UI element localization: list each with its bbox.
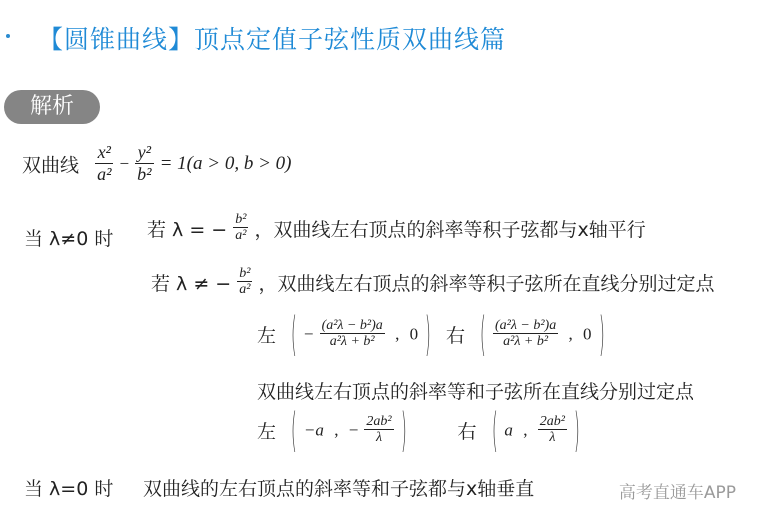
left-y-zero: 0 <box>409 324 419 344</box>
left2-numerator: 2ab² <box>366 414 392 429</box>
right-numerator: (a²λ − b²)a <box>494 318 557 333</box>
left-numerator: (a²λ − b²)a <box>321 318 383 333</box>
right-product-fraction <box>493 318 558 350</box>
fraction-numerator: b² <box>235 212 247 227</box>
subcase-notequal-line <box>151 266 715 298</box>
right-y-zero: 0 <box>583 324 592 344</box>
analysis-badge: 解析 <box>4 90 100 124</box>
right2-x: a <box>504 420 513 440</box>
case-lambda-zero-label: 当 λ=0 时 <box>24 478 114 500</box>
product-fixed-points: 左 ( − $\frac{\text{(a²λ − b²)a}}{\text{a²λ + b²}}$ , 0 ) 右 ( $\frac{\text{(a²λ − b²)a}}{\text{a²λ + b²}}$ , 0 ) <box>257 306 605 362</box>
b2-over-a2-fraction <box>237 266 252 298</box>
equation-prefix: 双曲线 <box>22 154 80 177</box>
fraction-denominator: a² <box>239 282 251 298</box>
subcase-equal-condition: 若 λ = − <box>147 218 228 241</box>
left-sign: − <box>303 324 314 344</box>
a-squared: a² <box>97 163 112 184</box>
b-squared: b² <box>137 163 152 184</box>
left-label: 左 <box>257 324 277 347</box>
left2-fraction <box>364 414 393 446</box>
right2-fraction <box>538 414 567 446</box>
right-label: 右 <box>446 324 466 347</box>
right2-numerator: 2ab² <box>539 414 565 429</box>
y-squared: y² <box>135 143 153 164</box>
case-lambda-nonzero-label: 当 λ≠0 时 <box>24 228 114 250</box>
subcase-notequal-text: ，双曲线左右顶点的斜率等积子弦所在直线分别过定点 <box>258 272 715 295</box>
left-product-fraction <box>320 318 385 350</box>
left2-x: −a <box>303 420 324 440</box>
bullet-dot <box>6 34 10 38</box>
b2-over-a2-fraction <box>233 212 248 244</box>
left2-label: 左 <box>257 420 277 443</box>
subcase-equal-text: ，双曲线左右顶点的斜率等积子弦都与x轴平行 <box>254 218 646 241</box>
left-denominator: a²λ + b² <box>329 334 375 350</box>
right2-label: 右 <box>457 420 477 443</box>
fraction-denominator: a² <box>235 228 247 244</box>
fraction-numerator: b² <box>239 266 251 281</box>
left2-denominator: λ <box>375 430 383 446</box>
watermark-text: 高考直通车APP <box>618 483 736 503</box>
x-fraction <box>95 143 113 184</box>
subcase-notequal-condition: 若 λ ≠ − <box>151 272 232 295</box>
subcase-equal-line <box>147 212 646 244</box>
page-title: 【圆锥曲线】顶点定值子弦性质双曲线篇 <box>38 25 507 54</box>
case-lambda-zero-text: 双曲线的左右顶点的斜率等和子弦都与x轴垂直 <box>143 478 535 500</box>
minus-sign: − <box>119 153 130 173</box>
right2-denominator: λ <box>549 430 556 446</box>
equation-line <box>22 143 291 184</box>
x-squared: x² <box>95 143 113 164</box>
y-fraction <box>135 143 153 184</box>
equation-rhs: = 1(a > 0, b > 0) <box>159 152 292 174</box>
sum-fixed-points: 左 ( −a , − $\frac{\text{2ab²}}{\lambda}$ ) 右 ( a , $\frac{\text{2ab²}}{\lambda}$ ) <box>257 402 580 458</box>
sum-chord-text: 双曲线左右顶点的斜率等和子弦所在直线分别过定点 <box>257 381 695 403</box>
right-denominator: a²λ + b² <box>503 334 549 350</box>
left2-sign: − <box>348 420 359 440</box>
